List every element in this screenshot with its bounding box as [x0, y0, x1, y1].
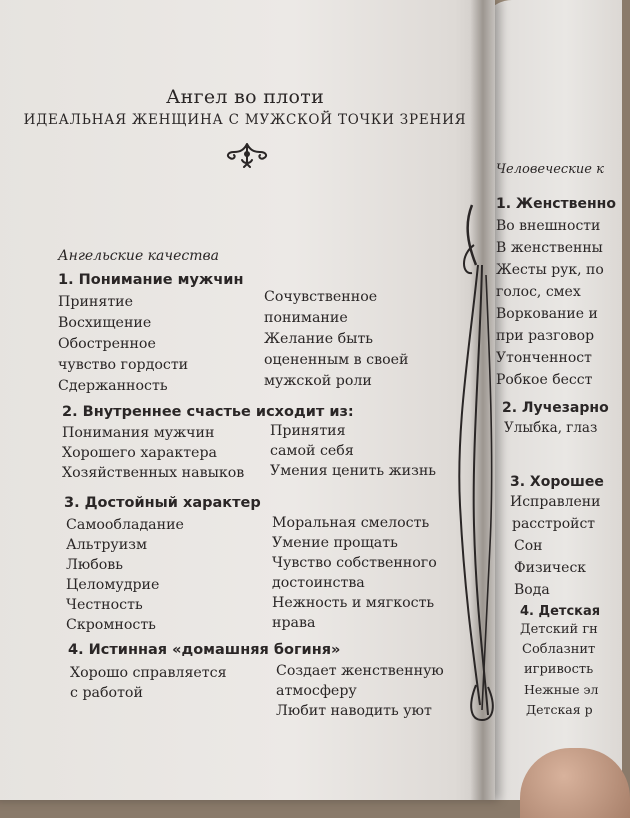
right-line: Воркование и: [496, 306, 598, 322]
section-heading-2: 2. Внутреннее счастье исходит из:: [62, 404, 354, 420]
right-line: игривость: [524, 662, 594, 677]
right-line: Вода: [514, 582, 550, 598]
right-line: Сон: [514, 538, 543, 554]
right-line: голос, смех: [496, 284, 581, 300]
list-item: достоинства: [272, 575, 365, 591]
right-line: расстройст: [512, 516, 596, 532]
list-item: самой себя: [270, 443, 354, 459]
list-item: Принятия: [270, 423, 346, 439]
list-item: Сдержанность: [58, 378, 168, 394]
right-line: Нежные эл: [524, 682, 599, 697]
ornament-icon: [222, 140, 272, 168]
list-item: Целомудрие: [66, 577, 160, 593]
list-item: Любовь: [66, 557, 123, 573]
section-heading-3: 3. Достойный характер: [64, 495, 261, 511]
right-heading-4: 4. Детская: [520, 604, 601, 619]
list-item: понимание: [264, 310, 348, 326]
right-section-label: Человеческие к: [496, 162, 604, 177]
right-line: Улыбка, глаз: [504, 420, 598, 436]
list-item: с работой: [70, 685, 143, 701]
list-item: чувство гордости: [58, 357, 189, 373]
list-item: оцененным в своей: [264, 352, 409, 368]
list-item: Моральная смелость: [272, 515, 430, 531]
page-subtitle: ИДЕАЛЬНАЯ ЖЕНЩИНА С МУЖСКОЙ ТОЧКИ ЗРЕНИЯ: [23, 112, 467, 128]
list-item: Самообладание: [66, 517, 184, 533]
right-heading-2: 2. Лучезарно: [502, 400, 609, 416]
list-item: атмосферу: [276, 683, 357, 699]
right-line: Утонченност: [496, 350, 592, 366]
section-heading-4: 4. Истинная «домашняя богиня»: [68, 642, 341, 658]
list-item: Желание быть: [264, 331, 374, 347]
right-heading-3: 3. Хорошее: [510, 474, 604, 490]
list-item: Честность: [66, 597, 143, 613]
list-item: Понимания мужчин: [62, 425, 215, 441]
list-item: Хорошего характера: [62, 445, 217, 461]
right-line: Детский гн: [520, 622, 598, 637]
right-line: Физическ: [514, 560, 587, 576]
list-item: Восхищение: [58, 315, 152, 331]
list-item: Принятие: [58, 294, 134, 310]
right-line: В женственны: [496, 240, 603, 256]
list-item: Обостренное: [58, 336, 156, 352]
right-heading-1: 1. Женственно: [496, 196, 616, 212]
list-item: Умение прощать: [272, 535, 398, 551]
list-item: Чувство собственного: [272, 555, 437, 571]
vine-ornament-icon: [450, 205, 510, 725]
list-item: Нежность и мягкость: [272, 595, 435, 611]
list-item: Умения ценить жизнь: [270, 463, 436, 479]
right-line: Жесты рук, по: [496, 262, 604, 278]
list-item: мужской роли: [264, 373, 372, 389]
list-item: Сочувственное: [264, 289, 378, 305]
right-line: при разговор: [496, 328, 595, 344]
list-item: нрава: [272, 615, 316, 631]
right-line: Во внешности: [496, 218, 601, 234]
right-line: Исправлени: [510, 494, 601, 510]
right-line: Детская р: [526, 702, 593, 717]
right-line: Соблазнит: [522, 642, 596, 657]
list-item: Альтруизм: [66, 537, 147, 553]
page-title: Ангел во плоти: [165, 86, 325, 108]
list-item: Хозяйственных навыков: [62, 465, 245, 481]
list-item: Любит наводить уют: [276, 703, 432, 719]
section-heading-1: 1. Понимание мужчин: [58, 272, 244, 288]
section-label: Ангельские качества: [58, 248, 219, 264]
right-line: Робкое бесст: [496, 372, 593, 388]
list-item: Скромность: [66, 617, 156, 633]
list-item: Хорошо справляется: [70, 665, 227, 681]
list-item: Создает женственную: [276, 663, 444, 679]
